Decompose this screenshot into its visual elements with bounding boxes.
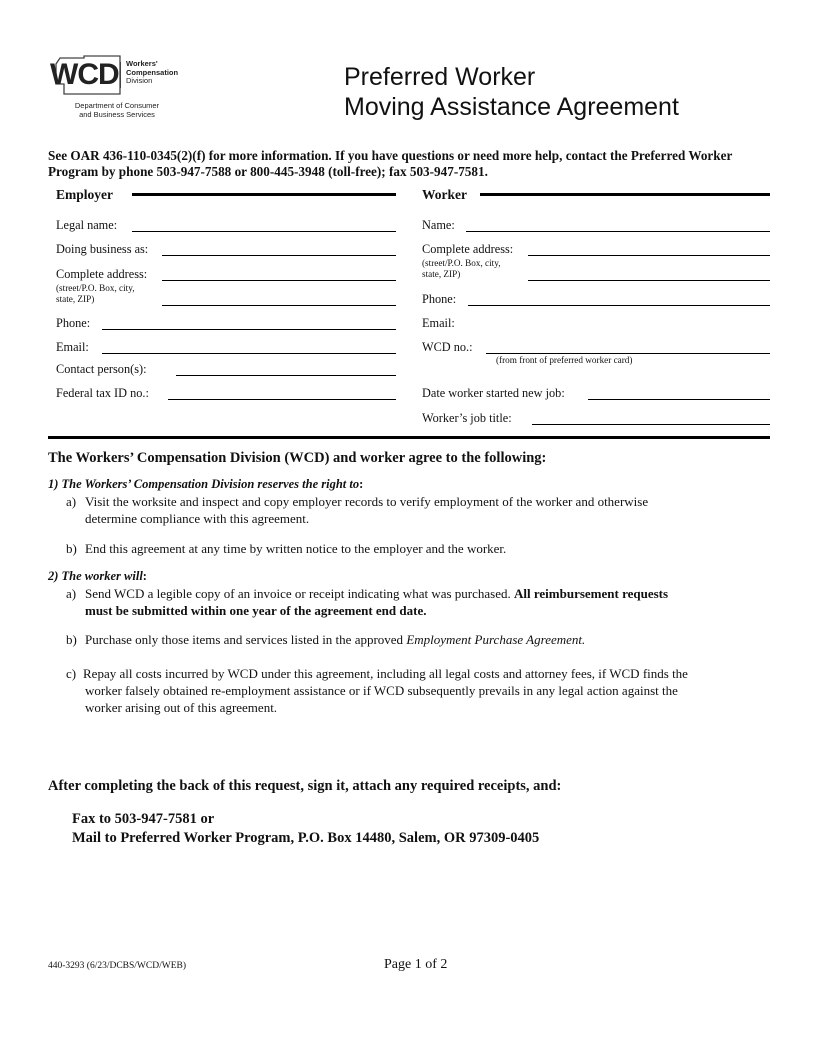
employer-address-hint-line: (street/P.O. Box, city, [56, 283, 135, 293]
section-2-item-c [66, 665, 776, 716]
page-title [344, 62, 679, 122]
employer-contact-field[interactable] [176, 375, 396, 376]
logo-division-line: Division [126, 76, 153, 85]
item-text-bold: must be submitted within one year of the agreement end date. [85, 603, 427, 618]
item-index: b) [66, 632, 77, 647]
employer-address-field-2[interactable] [162, 305, 396, 306]
section-1-item-b [66, 540, 766, 557]
employer-tax-id-field[interactable] [168, 399, 396, 400]
worker-email-label: Email: [422, 316, 455, 330]
employer-address-hint [56, 283, 135, 305]
item-index: a) [66, 494, 77, 509]
item-text-italic: Employment Purchase Agreement. [406, 632, 586, 647]
item-text: worker arising out of this agreement. [85, 700, 278, 715]
employer-email-field[interactable] [102, 353, 396, 354]
employer-address-label: Complete address: [56, 267, 148, 281]
worker-address-label: Complete address: [422, 242, 514, 256]
logo-division-line: Compensation [126, 67, 179, 77]
title-line-2: Moving Assistance Agreement [344, 93, 679, 121]
item-text: Visit the worksite and inspect and copy employer records to verify employment of the worker and otherwise [85, 494, 649, 509]
title-line-1: Preferred Worker [344, 63, 536, 91]
employer-tax-id-label: Federal tax ID no.: [56, 386, 149, 400]
worker-job-title-label: Worker’s job title: [422, 411, 512, 425]
item-text: Repay all costs incurred by WCD under this agreement, including all legal costs and attorney fees, if WCD finds the [83, 666, 688, 681]
section-1-title: 1) The Workers’ Compensation Division reserves the right to [48, 477, 360, 491]
employer-phone-field[interactable] [102, 329, 396, 330]
page-number: Page 1 of 2 [384, 957, 448, 972]
employer-dba-label: Doing business as: [56, 242, 149, 256]
section-2-title: 2) The worker will [48, 569, 143, 583]
wcd-logo [46, 54, 182, 122]
employer-heading-rule [132, 193, 396, 196]
agreement-heading: The Workers’ Compensation Division (WCD) and worker agree to the following: [48, 450, 547, 466]
logo-department-line: Department of Consumer [74, 101, 160, 110]
section-1-heading [48, 477, 363, 492]
item-text-bold: All reimbursement requests [514, 586, 669, 601]
employer-email-label: Email: [56, 340, 89, 354]
worker-wcd-no-label: WCD no.: [422, 340, 473, 354]
intro-text: See OAR 436-110-0345(2)(f) for more information. If you have questions or need more help, contact the Preferred Worker Program by phone 503-947-7588 or 800-445-3948 (toll-free); fax 503-947-7581. [48, 148, 733, 179]
employer-heading: Employer [56, 187, 113, 202]
employer-dba-field[interactable] [162, 255, 396, 256]
item-text: End this agreement at any time by written notice to the employer and the worker. [85, 541, 507, 556]
worker-address-hint-line: state, ZIP) [422, 269, 461, 279]
logo-division-line: Workers' [126, 59, 158, 68]
logo-department-line: and Business Services [79, 109, 155, 119]
item-text: determine compliance with this agreement. [85, 511, 310, 526]
item-text: Send WCD a legible copy of an invoice or receipt indicating what was purchased. [85, 586, 514, 601]
logo-divider [120, 62, 121, 88]
worker-heading-rule [480, 193, 770, 196]
closing-instruction: After completing the back of this request, sign it, attach any required receipts, and: [48, 778, 562, 794]
employer-contact-label: Contact person(s): [56, 362, 147, 376]
section-1-item-a [66, 493, 766, 527]
form-number: 440-3293 (6/23/DCBS/WCD/WEB) [48, 961, 187, 971]
employer-address-field-1[interactable] [162, 280, 396, 281]
section-2-item-b [66, 631, 766, 648]
worker-phone-field[interactable] [468, 305, 770, 306]
worker-address-hint-line: (street/P.O. Box, city, [422, 258, 501, 268]
fax-line: Fax to 503-947-7581 or [72, 811, 215, 827]
mail-line: Mail to Preferred Worker Program, P.O. Box 14480, Salem, OR 97309-0405 [72, 830, 540, 846]
submission-info [72, 810, 539, 848]
employer-address-hint-line: state, ZIP) [56, 294, 95, 304]
item-index: b) [66, 541, 77, 556]
worker-start-date-label: Date worker started new job: [422, 386, 565, 400]
logo-acronym: WCD [50, 58, 119, 91]
worker-address-hint [422, 258, 501, 280]
worker-name-label: Name: [422, 218, 455, 232]
section-2-item-a [66, 585, 776, 619]
section-divider [48, 436, 770, 439]
section-2-heading [48, 569, 147, 584]
worker-job-title-field[interactable] [532, 424, 770, 425]
employer-legal-name-label: Legal name: [56, 218, 118, 232]
item-text: worker falsely obtained re-employment assistance or if WCD subsequently prevails in any legal action against the [85, 683, 678, 698]
worker-address-field-2[interactable] [528, 280, 770, 281]
section-1-colon: : [359, 477, 364, 491]
worker-name-field[interactable] [466, 231, 770, 232]
worker-wcd-no-hint: (from front of preferred worker card) [496, 355, 633, 365]
employer-legal-name-field[interactable] [132, 231, 396, 232]
section-2-colon: : [142, 569, 147, 583]
worker-wcd-no-field[interactable] [486, 353, 770, 354]
item-text: Purchase only those items and services listed in the approved [85, 632, 407, 647]
item-index: c) [66, 666, 77, 681]
worker-start-date-field[interactable] [588, 399, 770, 400]
worker-phone-label: Phone: [422, 292, 457, 306]
item-index: a) [66, 586, 77, 601]
worker-address-field-1[interactable] [528, 255, 770, 256]
logo-division-name [126, 60, 186, 86]
employer-phone-label: Phone: [56, 316, 91, 330]
logo-department [62, 102, 172, 119]
worker-heading: Worker [422, 187, 467, 202]
